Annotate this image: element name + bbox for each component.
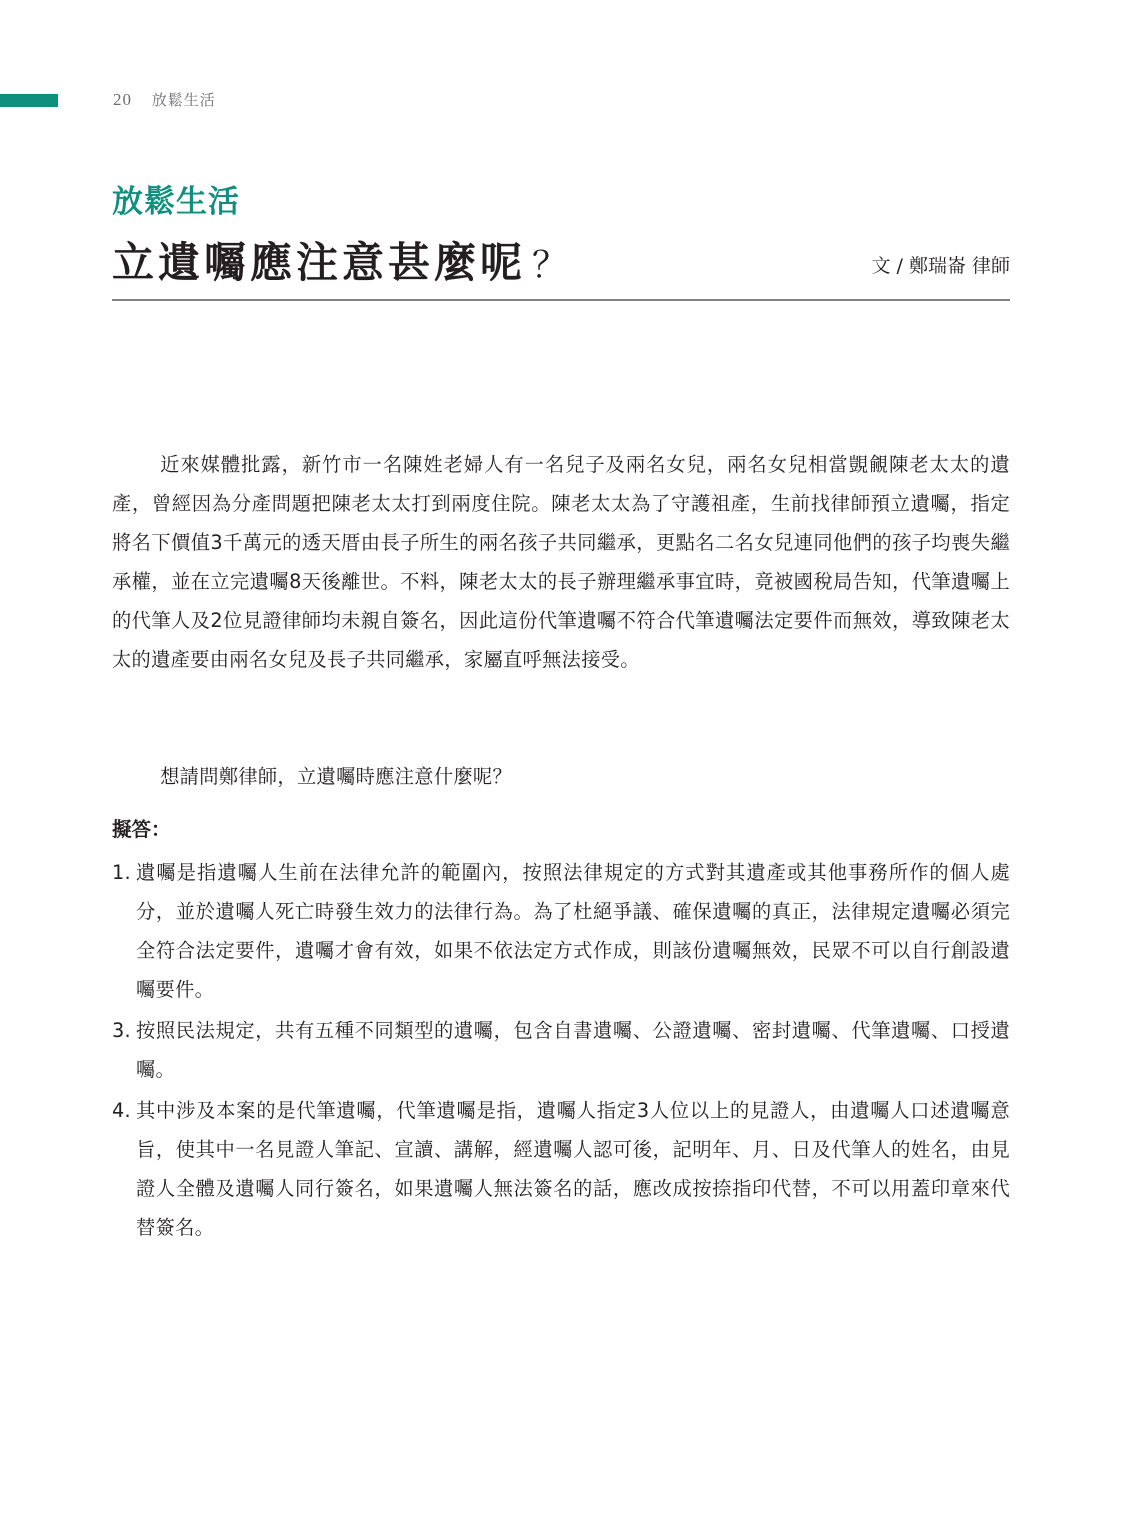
article-title xyxy=(112,230,572,290)
answer-item-number: 4. xyxy=(112,1099,131,1122)
title-divider xyxy=(112,299,1010,301)
running-header-section: 放鬆生活 xyxy=(151,91,216,109)
column-title: 放鬆生活 xyxy=(112,184,240,220)
running-header xyxy=(113,89,216,110)
answer-item-text: 其中涉及本案的是代筆遺囑，代筆遺囑是指，遺囑人指定3人位以上的見證人，由遺囑人口述遺囑意旨，使其中一名見證人筆記、宣讀、講解，經遺囑人認可後，記明年、月、日及代筆人的姓名，由見證人全體及遺囑人同行簽名，如果遺囑人無法簽名的話，應改成按捺指印代替，不可以用蓋印章來代替簽名。 xyxy=(136,1099,1010,1239)
article-title-text: 立遺囑應注意甚麼呢 xyxy=(112,238,527,287)
answer-item xyxy=(112,1011,1010,1089)
answer-list xyxy=(112,853,1010,1249)
header-accent-bar xyxy=(0,94,58,107)
page-number: 20 xyxy=(113,90,132,109)
byline: 文 / 鄭瑞崙 律師 xyxy=(871,255,1010,277)
question-paragraph: 想請問鄭律師，立遺囑時應注意什麼呢？ xyxy=(160,765,513,788)
answer-item-text: 遺囑是指遺囑人生前在法律允許的範圍內，按照法律規定的方式對其遺產或其他事務所作的個人處分，並於遺囑人死亡時發生效力的法律行為。為了杜絕爭議、確保遺囑的真正，法律規定遺囑必須完全符合法定要件，遺囑才會有效，如果不依法定方式作成，則該份遺囑無效，民眾不可以自行創設遺囑要件。 xyxy=(136,861,1010,1001)
answer-item-number: 1. xyxy=(112,861,131,884)
intro-paragraph: 近來媒體批露，新竹市一名陳姓老婦人有一名兒子及兩名女兒，兩名女兒相當覬覦陳老太太的遺產，曾經因為分產問題把陳老太太打到兩度住院。陳老太太為了守護祖產，生前找律師預立遺囑，指定將名下價值3千萬元的透天厝由長子所生的兩名孩子共同繼承，更點名二名女兒連同他們的孩子均喪失繼承權，並在立完遺囑8天後離世。不料，陳老太太的長子辦理繼承事宜時，竟被國稅局告知，代筆遺囑上的代筆人及2位見證律師均未親自簽名，因此這份代筆遺囑不符合代筆遺囑法定要件而無效，導致陳老太太的遺產要由兩名女兒及長子共同繼承，家屬直呼無法接受。 xyxy=(112,453,1010,671)
answer-item xyxy=(112,853,1010,1009)
answer-item-text: 按照民法規定，共有五種不同類型的遺囑，包含自書遺囑、公證遺囑、密封遺囑、代筆遺囑、口授遺囑。 xyxy=(136,1019,1010,1081)
answer-heading: 擬答： xyxy=(112,818,171,841)
answer-item-number: 3. xyxy=(112,1019,131,1042)
article-title-mark: ？ xyxy=(532,245,573,286)
answer-item xyxy=(112,1091,1010,1247)
